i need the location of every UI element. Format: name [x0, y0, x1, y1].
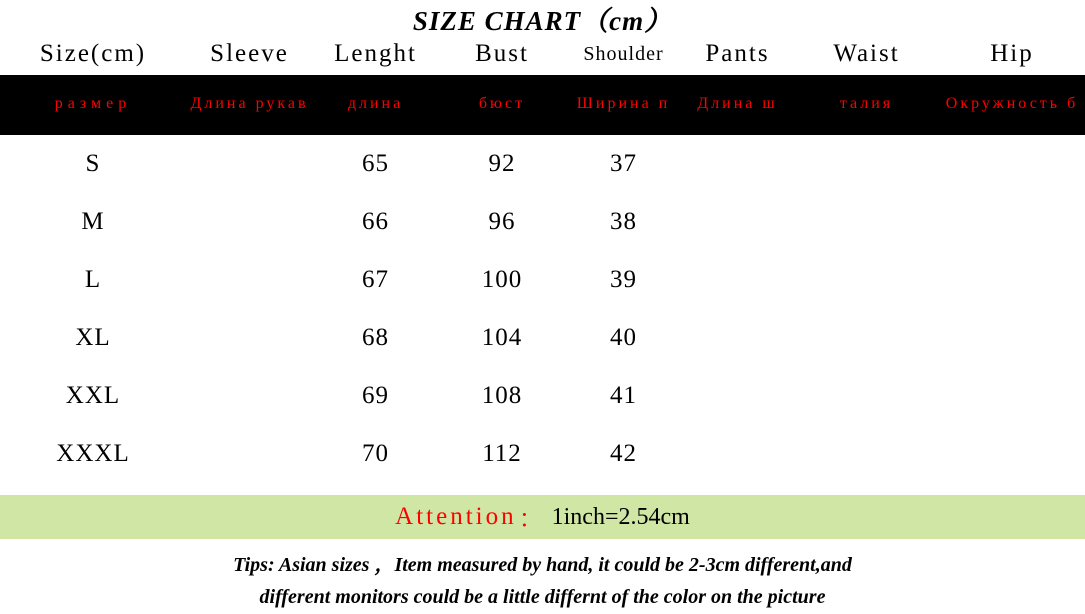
cell-size: XXL [65, 382, 121, 409]
cell-waist [794, 367, 939, 425]
table-body [0, 135, 1085, 483]
cell-lenght: 69 [362, 382, 389, 409]
column-header-bust: Bust [475, 40, 529, 67]
table-row [0, 135, 1085, 193]
cell-shoulder: 39 [610, 266, 637, 293]
column-header-ru-shoulder: Ширина п [566, 75, 681, 135]
cell-waist [794, 135, 939, 193]
table-row [0, 309, 1085, 367]
cell-lenght: 66 [362, 208, 389, 235]
cell-bust: 92 [488, 150, 516, 177]
cell-size: XXXL [56, 440, 130, 467]
cell-bust: 108 [481, 382, 523, 409]
cell-shoulder: 37 [610, 150, 637, 177]
table-row [0, 367, 1085, 425]
cell-bust: 100 [481, 266, 523, 293]
cell-sleeve [186, 425, 313, 483]
column-header-waist: Waist [833, 40, 900, 67]
tips-line-2: different monitors could be a little differnt of the color on the picture [259, 586, 826, 608]
cell-lenght: 67 [362, 266, 389, 293]
cell-waist [794, 309, 939, 367]
cell-size: M [81, 208, 105, 235]
column-header-sleeve: Sleeve [210, 40, 289, 67]
column-header-pants: Pants [705, 40, 770, 67]
attention-banner [0, 495, 1085, 539]
cell-bust: 104 [481, 324, 523, 351]
table-row [0, 251, 1085, 309]
tips-block [0, 539, 1085, 613]
cell-waist [794, 193, 939, 251]
table-row [0, 425, 1085, 483]
size-chart-table [0, 36, 1085, 483]
cell-pants [681, 425, 794, 483]
cell-shoulder: 42 [610, 440, 637, 467]
cell-lenght: 70 [362, 440, 389, 467]
cell-sleeve [186, 309, 313, 367]
column-header-ru-lenght: длина [313, 75, 438, 135]
cell-hip [939, 309, 1085, 367]
cell-bust: 96 [488, 208, 516, 235]
column-header-ru-bust: бюст [438, 75, 566, 135]
cell-pants [681, 135, 794, 193]
cell-hip [939, 135, 1085, 193]
attention-colon: ： [518, 506, 544, 533]
cell-lenght: 65 [362, 150, 389, 177]
table-header-english [0, 36, 1085, 75]
column-header-ru-sleeve: Длина рукав [186, 75, 313, 135]
cell-hip [939, 193, 1085, 251]
tips-line-1: Tips: Asian sizes ，Item measured by hand, it could be 2-3cm different,and [233, 554, 852, 576]
cell-sleeve [186, 251, 313, 309]
cell-hip [939, 367, 1085, 425]
table-row [0, 193, 1085, 251]
column-header-ru-pants: Длина ш [681, 75, 794, 135]
cell-size: L [84, 266, 102, 293]
column-header-ru-waist: талия [794, 75, 939, 135]
cell-sleeve [186, 367, 313, 425]
cell-waist [794, 425, 939, 483]
attention-value: 1inch=2.54cm [551, 503, 690, 530]
cell-lenght: 68 [362, 324, 389, 351]
column-header-size: Size(cm) [39, 40, 147, 67]
cell-waist [794, 251, 939, 309]
cell-size: XL [75, 324, 111, 351]
cell-sleeve [186, 135, 313, 193]
cell-pants [681, 367, 794, 425]
column-header-ru-size: размер [0, 75, 186, 135]
cell-sleeve [186, 193, 313, 251]
column-header-lenght: Lenght [334, 40, 417, 67]
cell-pants [681, 251, 794, 309]
page-title: SIZE CHART（cm） [412, 6, 673, 36]
table-header-russian [0, 75, 1085, 135]
column-header-shoulder: Shoulder [583, 42, 664, 65]
cell-shoulder: 41 [610, 382, 637, 409]
column-header-hip: Hip [990, 40, 1034, 67]
cell-size: S [85, 150, 101, 177]
cell-pants [681, 309, 794, 367]
cell-hip [939, 251, 1085, 309]
column-header-ru-hip: Окружность б [939, 75, 1085, 135]
cell-hip [939, 425, 1085, 483]
attention-label: Attention [395, 503, 517, 530]
cell-bust: 112 [482, 440, 522, 467]
cell-shoulder: 38 [610, 208, 637, 235]
cell-shoulder: 40 [610, 324, 637, 351]
cell-pants [681, 193, 794, 251]
